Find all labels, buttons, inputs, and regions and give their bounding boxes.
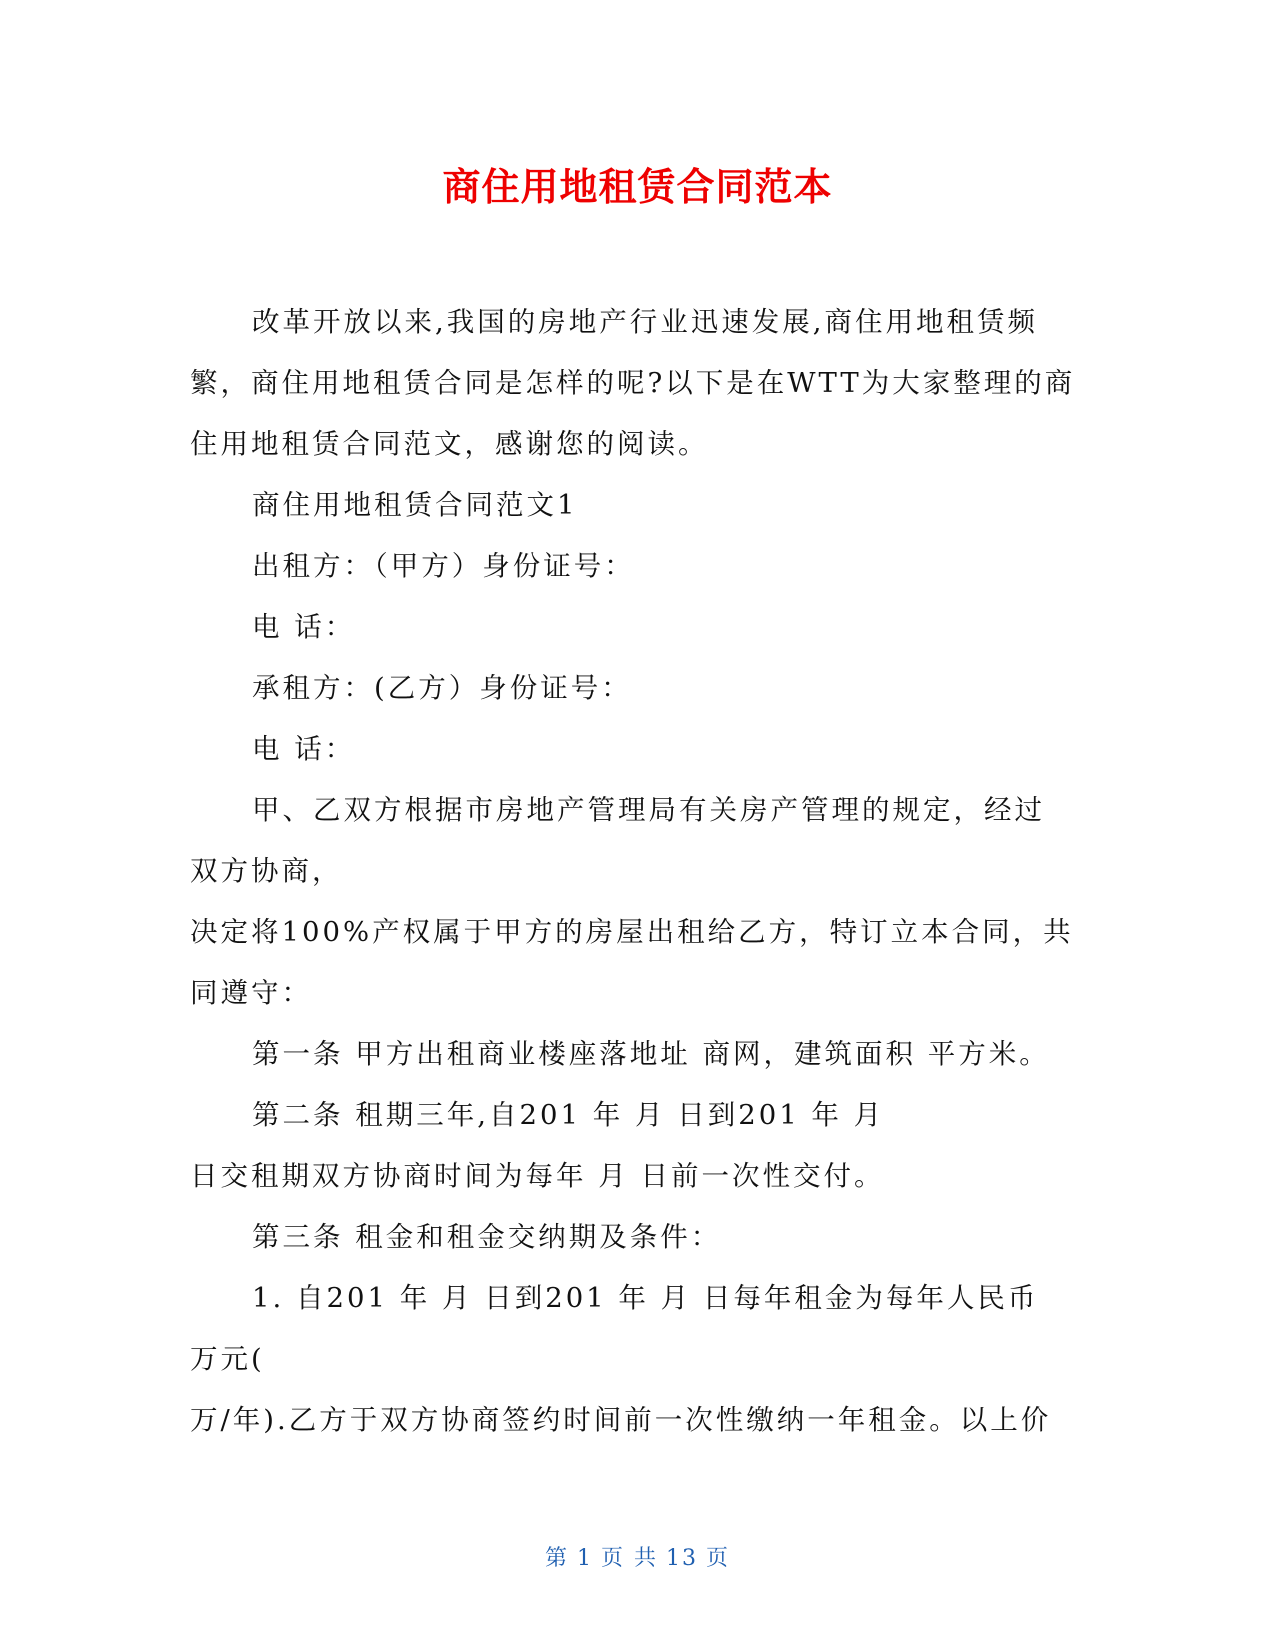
body-line: 繁，商住用地租赁合同是怎样的呢?以下是在WTT为大家整理的商: [190, 367, 1076, 399]
page-footer: [0, 1541, 1275, 1572]
body-line: 电 话：: [252, 733, 356, 765]
body-line: 商住用地租赁合同范文1: [252, 489, 578, 521]
body-line: 住用地租赁合同范文，感谢您的阅读。: [190, 428, 709, 460]
body-line: 承租方：(乙方）身份证号：: [252, 672, 632, 704]
body-line: 出租方：（甲方）身份证号：: [252, 550, 635, 582]
footer-prefix: 第: [544, 1546, 569, 1571]
body-line: 同遵守：: [190, 977, 312, 1009]
footer-middle: 页 共: [601, 1546, 658, 1571]
body-line: 双方协商，: [190, 855, 343, 887]
body-line: 日交租期双方协商时间为每年 月 日前一次性交付。: [190, 1160, 885, 1192]
body-line: 电 话：: [252, 611, 356, 643]
body-line: 第三条 租金和租金交纳期及条件：: [252, 1221, 722, 1253]
document-title: 商住用地租赁合同范本: [442, 165, 833, 209]
footer-current-page: 1: [577, 1546, 593, 1571]
body-line: 万元(: [190, 1343, 265, 1375]
footer-suffix: 页: [706, 1546, 731, 1571]
body-line: 决定将100%产权属于甲方的房屋出租给乙方，特订立本合同，共: [190, 916, 1074, 948]
footer-total-pages: 13: [666, 1546, 698, 1571]
body-line: 第一条 甲方出租商业楼座落地址 商网，建筑面积 平方米。: [252, 1038, 1050, 1070]
document-body: [190, 292, 1085, 1451]
body-line: 1. 自201 年 月 日到201 年 月 日每年租金为每年人民币: [252, 1282, 1039, 1314]
body-line: 第二条 租期三年,自201 年 月 日到201 年 月: [252, 1099, 885, 1131]
body-line: 改革开放以来,我国的房地产行业迅速发展,商住用地租赁频: [252, 306, 1038, 338]
body-line: 万/年).乙方于双方协商签约时间前一次性缴纳一年租金。以上价: [190, 1404, 1052, 1436]
body-line: 甲、乙双方根据市房地产管理局有关房产管理的规定，经过: [252, 794, 1045, 826]
